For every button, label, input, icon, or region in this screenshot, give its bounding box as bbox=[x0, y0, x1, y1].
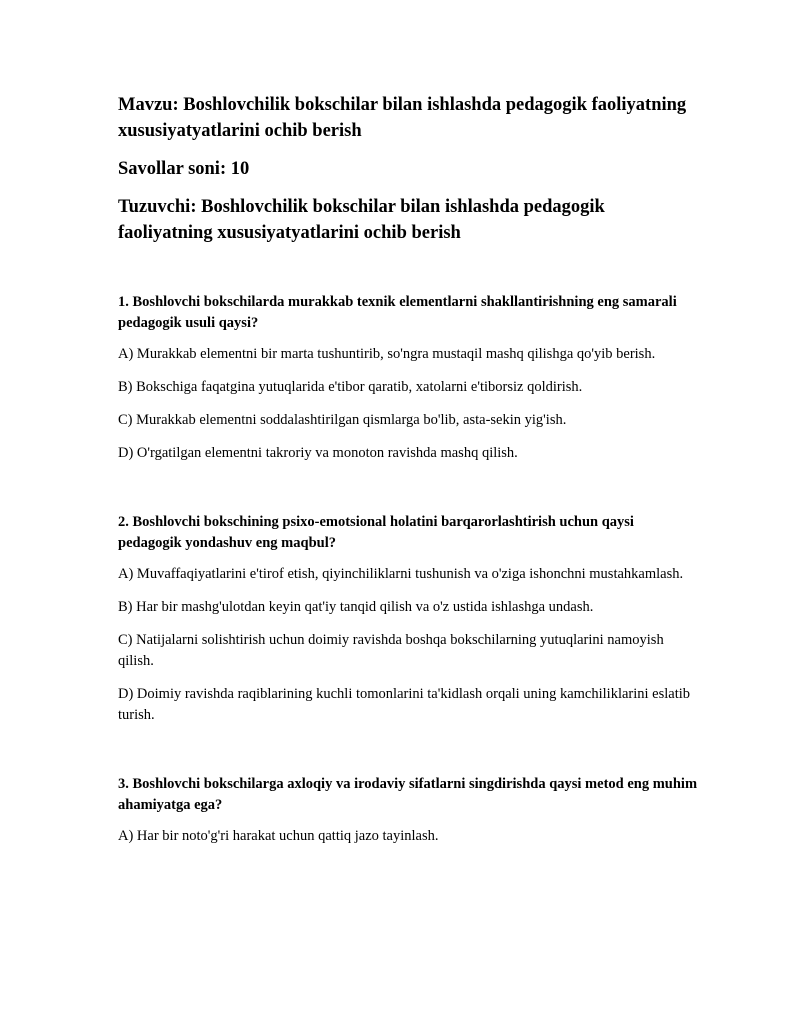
answer-option-a: A) Har bir noto'g'ri harakat uchun qattiq jazo tayinlash. bbox=[118, 828, 439, 844]
question-block-1 bbox=[118, 292, 698, 464]
answer-option-c: C) Natijalarni solishtirish uchun doimiy ravishda boshqa bokschilarning yutuqlarini namoyish qilish. bbox=[118, 632, 664, 669]
question-block-2 bbox=[118, 512, 698, 726]
question-text: 1. Boshlovchi bokschilarda murakkab texnik elementlarni shakllantirishning eng samarali pedagogik usuli qaysi? bbox=[118, 294, 677, 331]
question-text: 2. Boshlovchi bokschining psixo-emotsional holatini barqarorlashtirish uchun qaysi pedagogik yondashuv eng maqbul? bbox=[118, 514, 634, 551]
answer-option-d: D) O'rgatilgan elementni takroriy va monoton ravishda mashq qilish. bbox=[118, 445, 518, 461]
answer-option-a: A) Murakkab elementni bir marta tushuntirib, so'ngra mustaqil mashq qilishga qo'yib berish. bbox=[118, 346, 656, 362]
question-block-3 bbox=[118, 774, 698, 847]
answer-option-b: B) Har bir mashg'ulotdan keyin qat'iy tanqid qilish va o'z ustida ishlashga undash. bbox=[118, 599, 594, 615]
document-page bbox=[118, 92, 698, 859]
answer-option-a: A) Muvaffaqiyatlarini e'tirof etish, qiyinchiliklarni tushunish va o'ziga ishonchni mustahkamlash. bbox=[118, 566, 684, 582]
question-count-heading: Savollar soni: 10 bbox=[118, 159, 250, 179]
topic-heading: Mavzu: Boshlovchilik bokschilar bilan ishlashda pedagogik faoliyatning xususiyatyatlarini ochib berish bbox=[118, 95, 687, 141]
answer-option-d: D) Doimiy ravishda raqiblarining kuchli tomonlarini ta'kidlash orqali uning kamchiliklarini eslatib turish. bbox=[118, 686, 691, 723]
question-text: 3. Boshlovchi bokschilarga axloqiy va irodaviy sifatlarni singdirishda qaysi metod eng muhim ahamiyatga ega? bbox=[118, 776, 698, 813]
answer-option-b: B) Bokschiga faqatgina yutuqlarida e'tibor qaratib, xatolarni e'tiborsiz qoldirish. bbox=[118, 379, 583, 395]
answer-option-c: C) Murakkab elementni soddalashtirilgan qismlarga bo'lib, asta-sekin yig'ish. bbox=[118, 412, 567, 428]
author-heading: Tuzuvchi: Boshlovchilik bokschilar bilan ishlashda pedagogik faoliyatning xususiyatyatlarini ochib berish bbox=[118, 197, 605, 243]
